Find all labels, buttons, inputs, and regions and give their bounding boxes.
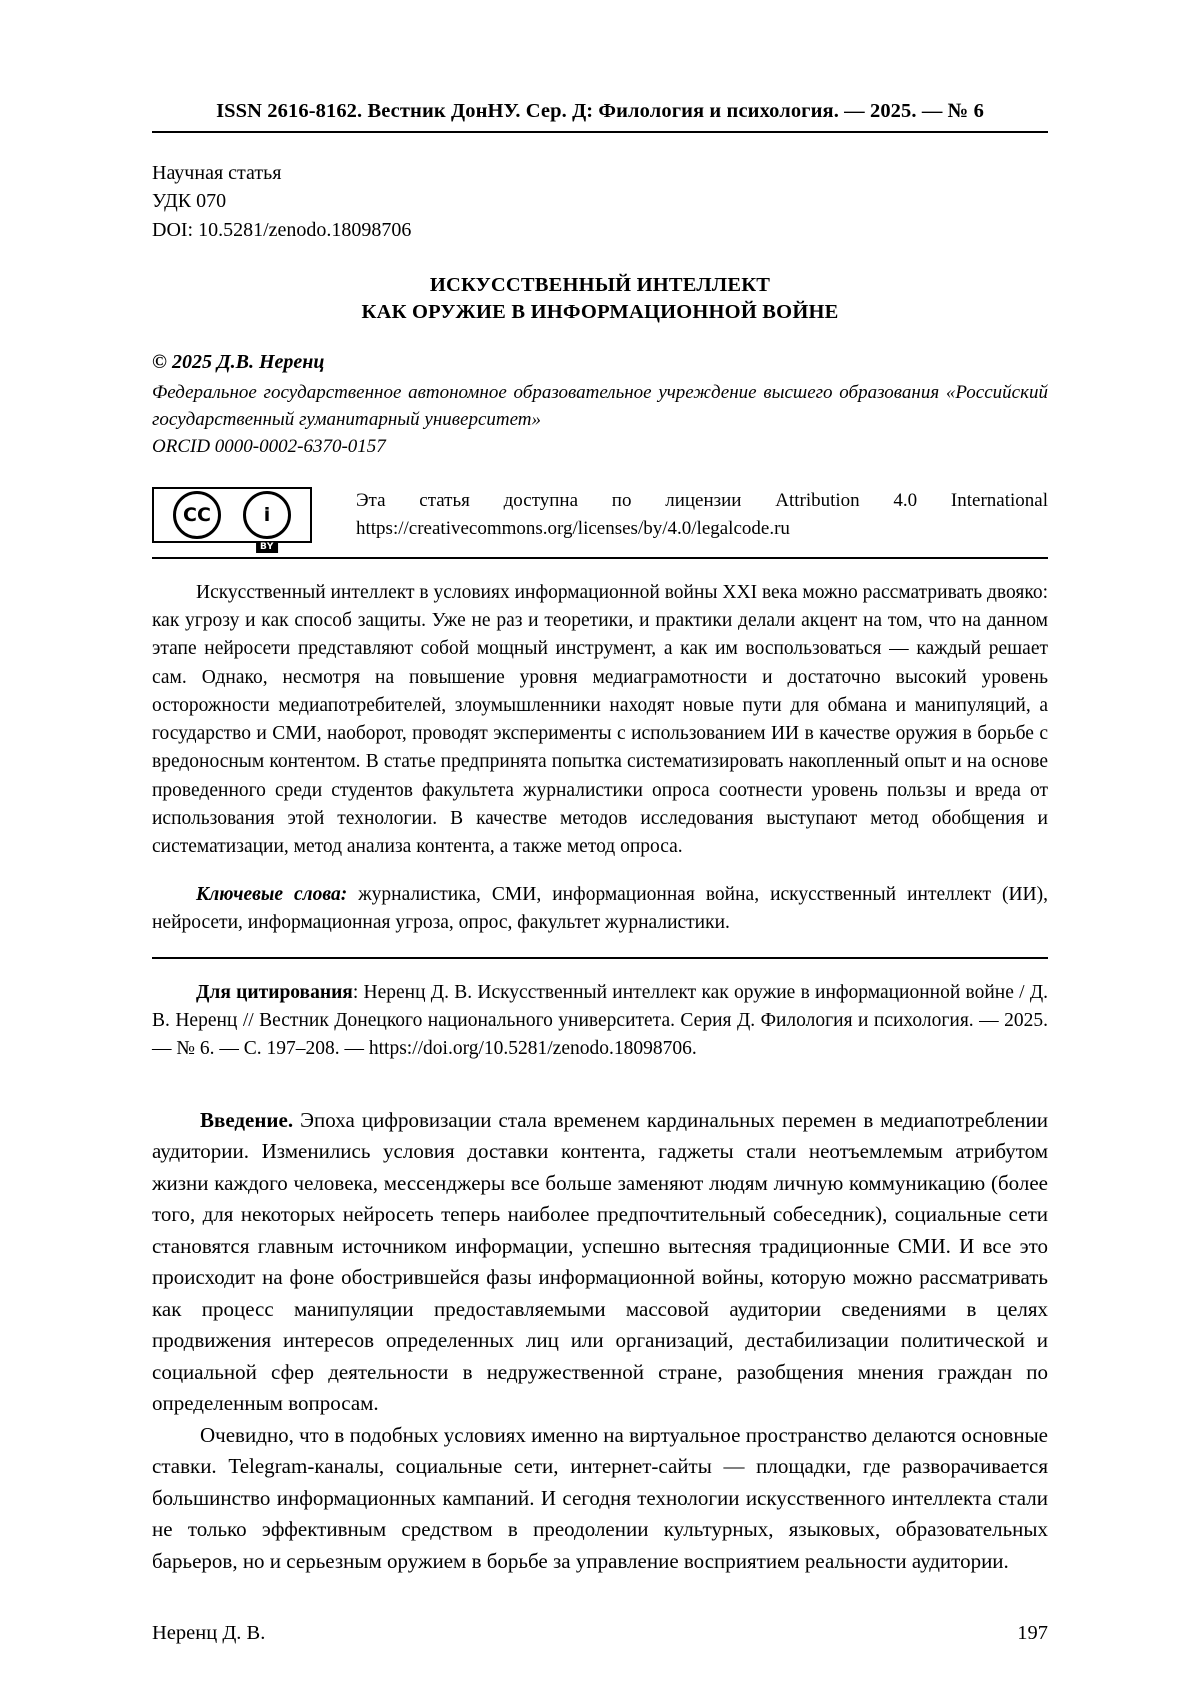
- article-type: Научная статья: [152, 162, 282, 184]
- creative-commons-icon: [152, 487, 312, 553]
- introduction-paragraph-1: [152, 1105, 1048, 1420]
- footer-author: Неренц Д. В.: [152, 1622, 266, 1644]
- license-line-2[interactable]: https://creativecommons.org/licenses/by/4.0/legalcode.ru: [356, 517, 790, 539]
- page-footer: [152, 1622, 1048, 1645]
- keywords-text: журналистика, СМИ, информационная война, искусственный интеллект (ИИ), нейросети, информационная угроза, опрос, факультет журналистики.: [152, 884, 1048, 934]
- cc-circle-icon: CC: [173, 491, 221, 539]
- doi-code: DOI: 10.5281/zenodo.18098706: [152, 218, 412, 241]
- citation-text: : Неренц Д. В. Искусственный интеллект как оружие в информационной войне / Д. В. Неренц // Вестник Донецкого национального университета. Серия Д. Филология и психология. — 2025. — № 6. — С. 197–208. — https://doi.org/10.5281/zenodo.18098706.: [152, 981, 1048, 1060]
- abstract-text: Искусственный интеллект в условиях информационной войны XXI века можно рассматривать двояко: как угрозу и как способ защиты. Уже не раз и теоретики, и практики делали акцент на том, что на данном этапе нейросети представляют собой мощный инструмент, а как им воспользоваться — каждый решает сам. Однако, несмотря на повышение уровня медиаграмотности и достаточно высокий уровень осторожности медиапотребителей, злоумышленники находят новые пути для обмана и манипуляций, а государство и СМИ, наоборот, проводят эксперименты с использованием ИИ в качестве оружия в борьбе с вредоносным контентом. В статье предпринята попытка систематизировать накопленный опыт и на основе проведенного среди студентов факультета журналистики опроса соотнести уровень пользы и вреда от использования этой технологии. В качестве методов исследования выступают метод обобщения и систематизации, метод анализа контента, а также метод опроса.: [152, 581, 1048, 858]
- introduction-text-1: Эпоха цифровизации стала временем кардинальных перемен в медиапотреблении аудитории. Изменились условия доставки контента, гаджеты стали неотъемлемым атрибутом жизни каждого человека, мессенджеры все больше заменяют людям личную коммуникацию (более того, для некоторых нейросеть теперь наиболее предпочтительный собеседник), социальные сети становятся главным источником информации, успешно вытесняя традиционные СМИ. И все это происходит на фоне обострившейся фазы информационной войны, которую можно рассматривать как процесс манипуляции предоставляемыми массовой аудитории сведениями в целях продвижения интересов определенных лиц или организаций, дестабилизации политической и социальной сфер деятельности в недружественной стране, разобщения мнения граждан по определенным вопросам.: [152, 1107, 1048, 1416]
- page-number: 197: [1017, 1622, 1048, 1644]
- introduction-paragraph-2: Очевидно, что в подобных условиях именно на виртуальное пространство делаются основные ставки. Telegram-каналы, социальные сети, интернет-сайты — площадки, где разворачивается большинство информационных кампаний. И сегодня технологии искусственного интеллекта стали не только эффективным средством в преодолении культурных, языковых, образовательных барьеров, но и серьезным оружием в борьбе за управление восприятием реальности аудитории.: [152, 1422, 1048, 1573]
- section-gap: [152, 1083, 1048, 1105]
- license-block: [152, 487, 1048, 553]
- license-line-1: Эта статья доступна по лицензии Attribution 4.0 International: [356, 490, 1048, 512]
- page-title: [152, 272, 1048, 325]
- divider-bottom: [152, 957, 1048, 959]
- cc-by-person-icon: [243, 491, 291, 553]
- cc-by-label: BY: [256, 542, 278, 553]
- introduction-heading: Введение.: [200, 1107, 294, 1132]
- orcid-id: ORCID 0000-0002-6370-0157: [152, 436, 386, 458]
- license-text: [356, 487, 1048, 542]
- keywords: [152, 881, 1048, 938]
- citation-label: Для цитирования: [196, 981, 353, 1003]
- keywords-label: Ключевые слова:: [196, 884, 348, 906]
- udk-code: УДК 070: [152, 190, 227, 213]
- cc-by-person-glyph: i: [263, 503, 271, 526]
- divider-top: [152, 557, 1048, 559]
- title-line-1: ИСКУССТВЕННЫЙ ИНТЕЛЛЕКТ: [429, 274, 771, 297]
- affiliation: Федеральное государственное автономное образовательное учреждение высшего образования «Российский государственный гуманитарный университет»: [152, 382, 1048, 431]
- author-byline: © 2025 Д.В. Неренц: [152, 351, 325, 374]
- title-line-2: КАК ОРУЖИЕ В ИНФОРМАЦИОННОЙ ВОЙНЕ: [361, 300, 839, 323]
- citation-block: [152, 979, 1048, 1064]
- running-head: ISSN 2616-8162. Вестник ДонНУ. Сер. Д: Филология и психология. — 2025. — № 6: [152, 100, 1048, 133]
